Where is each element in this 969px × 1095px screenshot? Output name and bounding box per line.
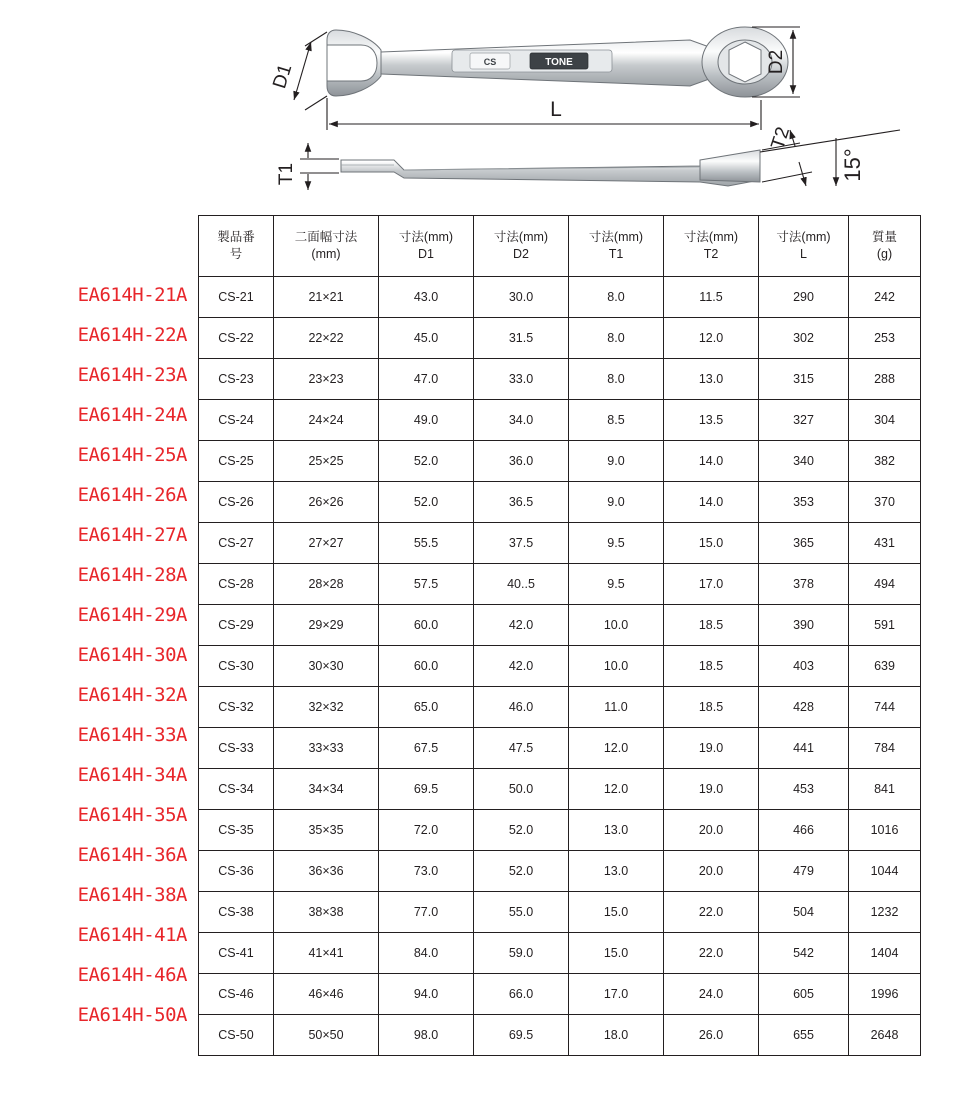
table-cell: 59.0 bbox=[474, 933, 569, 974]
spec-table bbox=[198, 215, 921, 1056]
table-cell: 340 bbox=[759, 441, 849, 482]
model-code-label: EA614H-28A bbox=[77, 564, 187, 586]
table-cell: 41×41 bbox=[274, 933, 379, 974]
table-cell: 290 bbox=[759, 277, 849, 318]
table-cell: 605 bbox=[759, 974, 849, 1015]
model-code-label: EA614H-27A bbox=[77, 524, 187, 546]
table-cell: 94.0 bbox=[379, 974, 474, 1015]
table-cell: 52.0 bbox=[379, 482, 474, 523]
table-cell: 33×33 bbox=[274, 728, 379, 769]
table-row bbox=[199, 892, 921, 933]
table-cell: 639 bbox=[849, 646, 921, 687]
table-cell: CS-26 bbox=[199, 482, 274, 523]
table-cell: 1404 bbox=[849, 933, 921, 974]
table-row bbox=[199, 810, 921, 851]
table-cell: 13.0 bbox=[569, 810, 664, 851]
table-cell: 12.0 bbox=[664, 318, 759, 359]
column-header-line2: L bbox=[800, 247, 807, 261]
table-cell: CS-24 bbox=[199, 400, 274, 441]
model-code-label: EA614H-25A bbox=[77, 444, 187, 466]
table-cell: 73.0 bbox=[379, 851, 474, 892]
table-row bbox=[199, 482, 921, 523]
table-cell: 242 bbox=[849, 277, 921, 318]
model-code-label: EA614H-41A bbox=[77, 924, 187, 946]
table-cell: 479 bbox=[759, 851, 849, 892]
table-cell: 98.0 bbox=[379, 1015, 474, 1056]
table-cell: CS-28 bbox=[199, 564, 274, 605]
table-cell: 784 bbox=[849, 728, 921, 769]
table-cell: 45.0 bbox=[379, 318, 474, 359]
model-code-column bbox=[0, 275, 195, 1035]
table-cell: 20.0 bbox=[664, 810, 759, 851]
table-cell: 84.0 bbox=[379, 933, 474, 974]
table-cell: 55.0 bbox=[474, 892, 569, 933]
label-d1: D1 bbox=[269, 61, 297, 92]
table-cell: 42.0 bbox=[474, 605, 569, 646]
table-cell: 25×25 bbox=[274, 441, 379, 482]
table-cell: 18.0 bbox=[569, 1015, 664, 1056]
cs-mark: CS bbox=[483, 57, 497, 67]
model-code-label: EA614H-22A bbox=[77, 324, 187, 346]
column-header-4 bbox=[569, 216, 664, 277]
column-header-1 bbox=[274, 216, 379, 277]
table-cell: 11.0 bbox=[569, 687, 664, 728]
column-header-line2: T1 bbox=[608, 247, 624, 261]
table-cell: 8.5 bbox=[569, 400, 664, 441]
table-cell: 22.0 bbox=[664, 892, 759, 933]
table-cell: 34.0 bbox=[474, 400, 569, 441]
table-cell: 21×21 bbox=[274, 277, 379, 318]
wrench-diagram bbox=[0, 0, 969, 215]
table-cell: 9.0 bbox=[569, 482, 664, 523]
table-row bbox=[199, 769, 921, 810]
table-cell: 1996 bbox=[849, 974, 921, 1015]
table-cell: 47.0 bbox=[379, 359, 474, 400]
table-cell: 15.0 bbox=[569, 892, 664, 933]
table-cell: 67.5 bbox=[379, 728, 474, 769]
table-cell: 38×38 bbox=[274, 892, 379, 933]
table-cell: 19.0 bbox=[664, 769, 759, 810]
table-cell: CS-22 bbox=[199, 318, 274, 359]
table-cell: 66.0 bbox=[474, 974, 569, 1015]
dimension-l bbox=[327, 98, 761, 130]
table-cell: 30.0 bbox=[474, 277, 569, 318]
model-code-label: EA614H-24A bbox=[77, 404, 187, 426]
table-cell: CS-32 bbox=[199, 687, 274, 728]
table-cell: 27×27 bbox=[274, 523, 379, 564]
spec-table-region bbox=[0, 215, 969, 1042]
table-cell: 42.0 bbox=[474, 646, 569, 687]
table-cell: CS-30 bbox=[199, 646, 274, 687]
table-row bbox=[199, 400, 921, 441]
table-cell: 390 bbox=[759, 605, 849, 646]
table-cell: CS-36 bbox=[199, 851, 274, 892]
table-cell: 9.0 bbox=[569, 441, 664, 482]
table-cell: 327 bbox=[759, 400, 849, 441]
table-cell: 2648 bbox=[849, 1015, 921, 1056]
table-cell: 744 bbox=[849, 687, 921, 728]
column-header-line1: 製品番 bbox=[217, 230, 255, 245]
table-cell: CS-23 bbox=[199, 359, 274, 400]
table-cell: 466 bbox=[759, 810, 849, 851]
model-code-label: EA614H-46A bbox=[77, 964, 187, 986]
table-cell: 46×46 bbox=[274, 974, 379, 1015]
table-cell: 30×30 bbox=[274, 646, 379, 687]
table-cell: 353 bbox=[759, 482, 849, 523]
model-code-label: EA614H-33A bbox=[77, 724, 187, 746]
table-cell: 9.5 bbox=[569, 564, 664, 605]
table-cell: 60.0 bbox=[379, 646, 474, 687]
table-cell: 55.5 bbox=[379, 523, 474, 564]
table-cell: 17.0 bbox=[664, 564, 759, 605]
model-code-label: EA614H-34A bbox=[77, 764, 187, 786]
table-cell: 1232 bbox=[849, 892, 921, 933]
table-cell: 24.0 bbox=[664, 974, 759, 1015]
model-code-label: EA614H-21A bbox=[77, 284, 187, 306]
model-code-label: EA614H-36A bbox=[77, 844, 187, 866]
table-cell: 288 bbox=[849, 359, 921, 400]
table-cell: 382 bbox=[849, 441, 921, 482]
table-cell: 370 bbox=[849, 482, 921, 523]
table-cell: CS-50 bbox=[199, 1015, 274, 1056]
table-cell: 32×32 bbox=[274, 687, 379, 728]
table-cell: 841 bbox=[849, 769, 921, 810]
column-header-line1: 寸法(mm) bbox=[588, 230, 644, 245]
column-header-6 bbox=[759, 216, 849, 277]
table-cell: 8.0 bbox=[569, 318, 664, 359]
table-cell: 49.0 bbox=[379, 400, 474, 441]
table-cell: 428 bbox=[759, 687, 849, 728]
table-cell: 36.5 bbox=[474, 482, 569, 523]
column-header-0 bbox=[199, 216, 274, 277]
table-cell: CS-46 bbox=[199, 974, 274, 1015]
table-cell: 31.5 bbox=[474, 318, 569, 359]
table-cell: 20.0 bbox=[664, 851, 759, 892]
table-cell: 302 bbox=[759, 318, 849, 359]
table-cell: 65.0 bbox=[379, 687, 474, 728]
table-cell: 453 bbox=[759, 769, 849, 810]
model-code-label: EA614H-29A bbox=[77, 604, 187, 626]
label-t1: T1 bbox=[276, 162, 297, 186]
table-cell: 43.0 bbox=[379, 277, 474, 318]
column-header-line1: 寸法(mm) bbox=[493, 230, 549, 245]
column-header-2 bbox=[379, 216, 474, 277]
wrench-top-view bbox=[327, 27, 788, 97]
table-cell: 15.0 bbox=[664, 523, 759, 564]
column-header-line2: D2 bbox=[513, 247, 529, 261]
table-cell: 22×22 bbox=[274, 318, 379, 359]
table-cell: 60.0 bbox=[379, 605, 474, 646]
table-cell: CS-34 bbox=[199, 769, 274, 810]
table-cell: 9.5 bbox=[569, 523, 664, 564]
table-cell: 8.0 bbox=[569, 277, 664, 318]
table-cell: 431 bbox=[849, 523, 921, 564]
dimension-d1 bbox=[294, 32, 327, 110]
table-cell: 36×36 bbox=[274, 851, 379, 892]
table-cell: 29×29 bbox=[274, 605, 379, 646]
table-cell: 542 bbox=[759, 933, 849, 974]
table-cell: 13.5 bbox=[664, 400, 759, 441]
label-t2: T2 bbox=[767, 124, 795, 153]
label-l: L bbox=[550, 98, 562, 121]
table-cell: 14.0 bbox=[664, 441, 759, 482]
table-row bbox=[199, 441, 921, 482]
table-cell: 13.0 bbox=[664, 359, 759, 400]
table-cell: 69.5 bbox=[379, 769, 474, 810]
table-cell: 52.0 bbox=[474, 810, 569, 851]
model-code-label: EA614H-26A bbox=[77, 484, 187, 506]
table-cell: 47.5 bbox=[474, 728, 569, 769]
table-cell: 57.5 bbox=[379, 564, 474, 605]
column-header-line1: 二面幅寸法 bbox=[294, 230, 358, 245]
table-cell: 1016 bbox=[849, 810, 921, 851]
table-cell: CS-27 bbox=[199, 523, 274, 564]
table-cell: 13.0 bbox=[569, 851, 664, 892]
table-cell: 365 bbox=[759, 523, 849, 564]
table-cell: 655 bbox=[759, 1015, 849, 1056]
table-cell: 35×35 bbox=[274, 810, 379, 851]
table-cell: 52.0 bbox=[379, 441, 474, 482]
model-code-label: EA614H-35A bbox=[77, 804, 187, 826]
table-cell: 22.0 bbox=[664, 933, 759, 974]
table-row bbox=[199, 277, 921, 318]
model-code-label: EA614H-30A bbox=[77, 644, 187, 666]
table-cell: 50×50 bbox=[274, 1015, 379, 1056]
column-header-line2: (g) bbox=[876, 247, 893, 261]
column-header-line1: 寸法(mm) bbox=[683, 230, 739, 245]
table-cell: 77.0 bbox=[379, 892, 474, 933]
model-code-label: EA614H-23A bbox=[77, 364, 187, 386]
table-cell: 10.0 bbox=[569, 646, 664, 687]
table-cell: 19.0 bbox=[664, 728, 759, 769]
table-cell: 304 bbox=[849, 400, 921, 441]
table-cell: 8.0 bbox=[569, 359, 664, 400]
table-cell: 10.0 bbox=[569, 605, 664, 646]
wrench-side-view bbox=[341, 150, 760, 186]
table-cell: 40..5 bbox=[474, 564, 569, 605]
table-cell: 36.0 bbox=[474, 441, 569, 482]
table-cell: 18.5 bbox=[664, 687, 759, 728]
table-cell: 1044 bbox=[849, 851, 921, 892]
table-cell: 315 bbox=[759, 359, 849, 400]
column-header-7 bbox=[849, 216, 921, 277]
table-row bbox=[199, 851, 921, 892]
table-cell: 494 bbox=[849, 564, 921, 605]
table-cell: 34×34 bbox=[274, 769, 379, 810]
column-header-line1: 寸法(mm) bbox=[776, 230, 831, 245]
table-cell: 23×23 bbox=[274, 359, 379, 400]
table-row bbox=[199, 933, 921, 974]
column-header-5 bbox=[664, 216, 759, 277]
table-cell: 15.0 bbox=[569, 933, 664, 974]
column-header-line2: T2 bbox=[703, 247, 719, 261]
column-header-line2: D1 bbox=[418, 247, 434, 261]
column-header-line1: 寸法(mm) bbox=[398, 230, 454, 245]
table-cell: CS-41 bbox=[199, 933, 274, 974]
label-angle: 15° bbox=[840, 148, 865, 182]
table-cell: 37.5 bbox=[474, 523, 569, 564]
table-row bbox=[199, 687, 921, 728]
column-header-line1: 質量 bbox=[871, 230, 897, 245]
table-cell: 26.0 bbox=[664, 1015, 759, 1056]
dimension-t1 bbox=[300, 143, 339, 190]
table-cell: 50.0 bbox=[474, 769, 569, 810]
table-cell: 591 bbox=[849, 605, 921, 646]
model-code-label: EA614H-50A bbox=[77, 1004, 187, 1026]
table-cell: 69.5 bbox=[474, 1015, 569, 1056]
table-cell: 504 bbox=[759, 892, 849, 933]
table-row bbox=[199, 318, 921, 359]
table-row bbox=[199, 646, 921, 687]
table-row bbox=[199, 974, 921, 1015]
table-cell: 18.5 bbox=[664, 605, 759, 646]
table-cell: 378 bbox=[759, 564, 849, 605]
table-cell: 46.0 bbox=[474, 687, 569, 728]
table-header-row bbox=[199, 216, 921, 277]
table-cell: CS-25 bbox=[199, 441, 274, 482]
table-cell: 24×24 bbox=[274, 400, 379, 441]
table-cell: 14.0 bbox=[664, 482, 759, 523]
table-cell: 17.0 bbox=[569, 974, 664, 1015]
table-cell: 28×28 bbox=[274, 564, 379, 605]
model-code-label: EA614H-38A bbox=[77, 884, 187, 906]
table-cell: CS-21 bbox=[199, 277, 274, 318]
table-cell: 26×26 bbox=[274, 482, 379, 523]
table-cell: 11.5 bbox=[664, 277, 759, 318]
table-body bbox=[199, 277, 921, 1056]
table-cell: CS-38 bbox=[199, 892, 274, 933]
model-code-label: EA614H-32A bbox=[77, 684, 187, 706]
column-header-3 bbox=[474, 216, 569, 277]
table-cell: 72.0 bbox=[379, 810, 474, 851]
table-cell: 12.0 bbox=[569, 728, 664, 769]
table-row bbox=[199, 564, 921, 605]
table-cell: 441 bbox=[759, 728, 849, 769]
column-header-line2: 号 bbox=[229, 247, 243, 261]
column-header-line2: (mm) bbox=[311, 247, 341, 261]
table-cell: CS-29 bbox=[199, 605, 274, 646]
table-cell: 33.0 bbox=[474, 359, 569, 400]
table-cell: 18.5 bbox=[664, 646, 759, 687]
table-cell: 253 bbox=[849, 318, 921, 359]
label-d2: D2 bbox=[766, 49, 787, 75]
table-cell: CS-35 bbox=[199, 810, 274, 851]
tone-mark: TONE bbox=[545, 57, 573, 68]
table-cell: 403 bbox=[759, 646, 849, 687]
table-row bbox=[199, 523, 921, 564]
table-cell: 12.0 bbox=[569, 769, 664, 810]
table-row bbox=[199, 605, 921, 646]
table-row bbox=[199, 728, 921, 769]
table-cell: CS-33 bbox=[199, 728, 274, 769]
table-cell: 52.0 bbox=[474, 851, 569, 892]
table-row bbox=[199, 1015, 921, 1056]
table-row bbox=[199, 359, 921, 400]
